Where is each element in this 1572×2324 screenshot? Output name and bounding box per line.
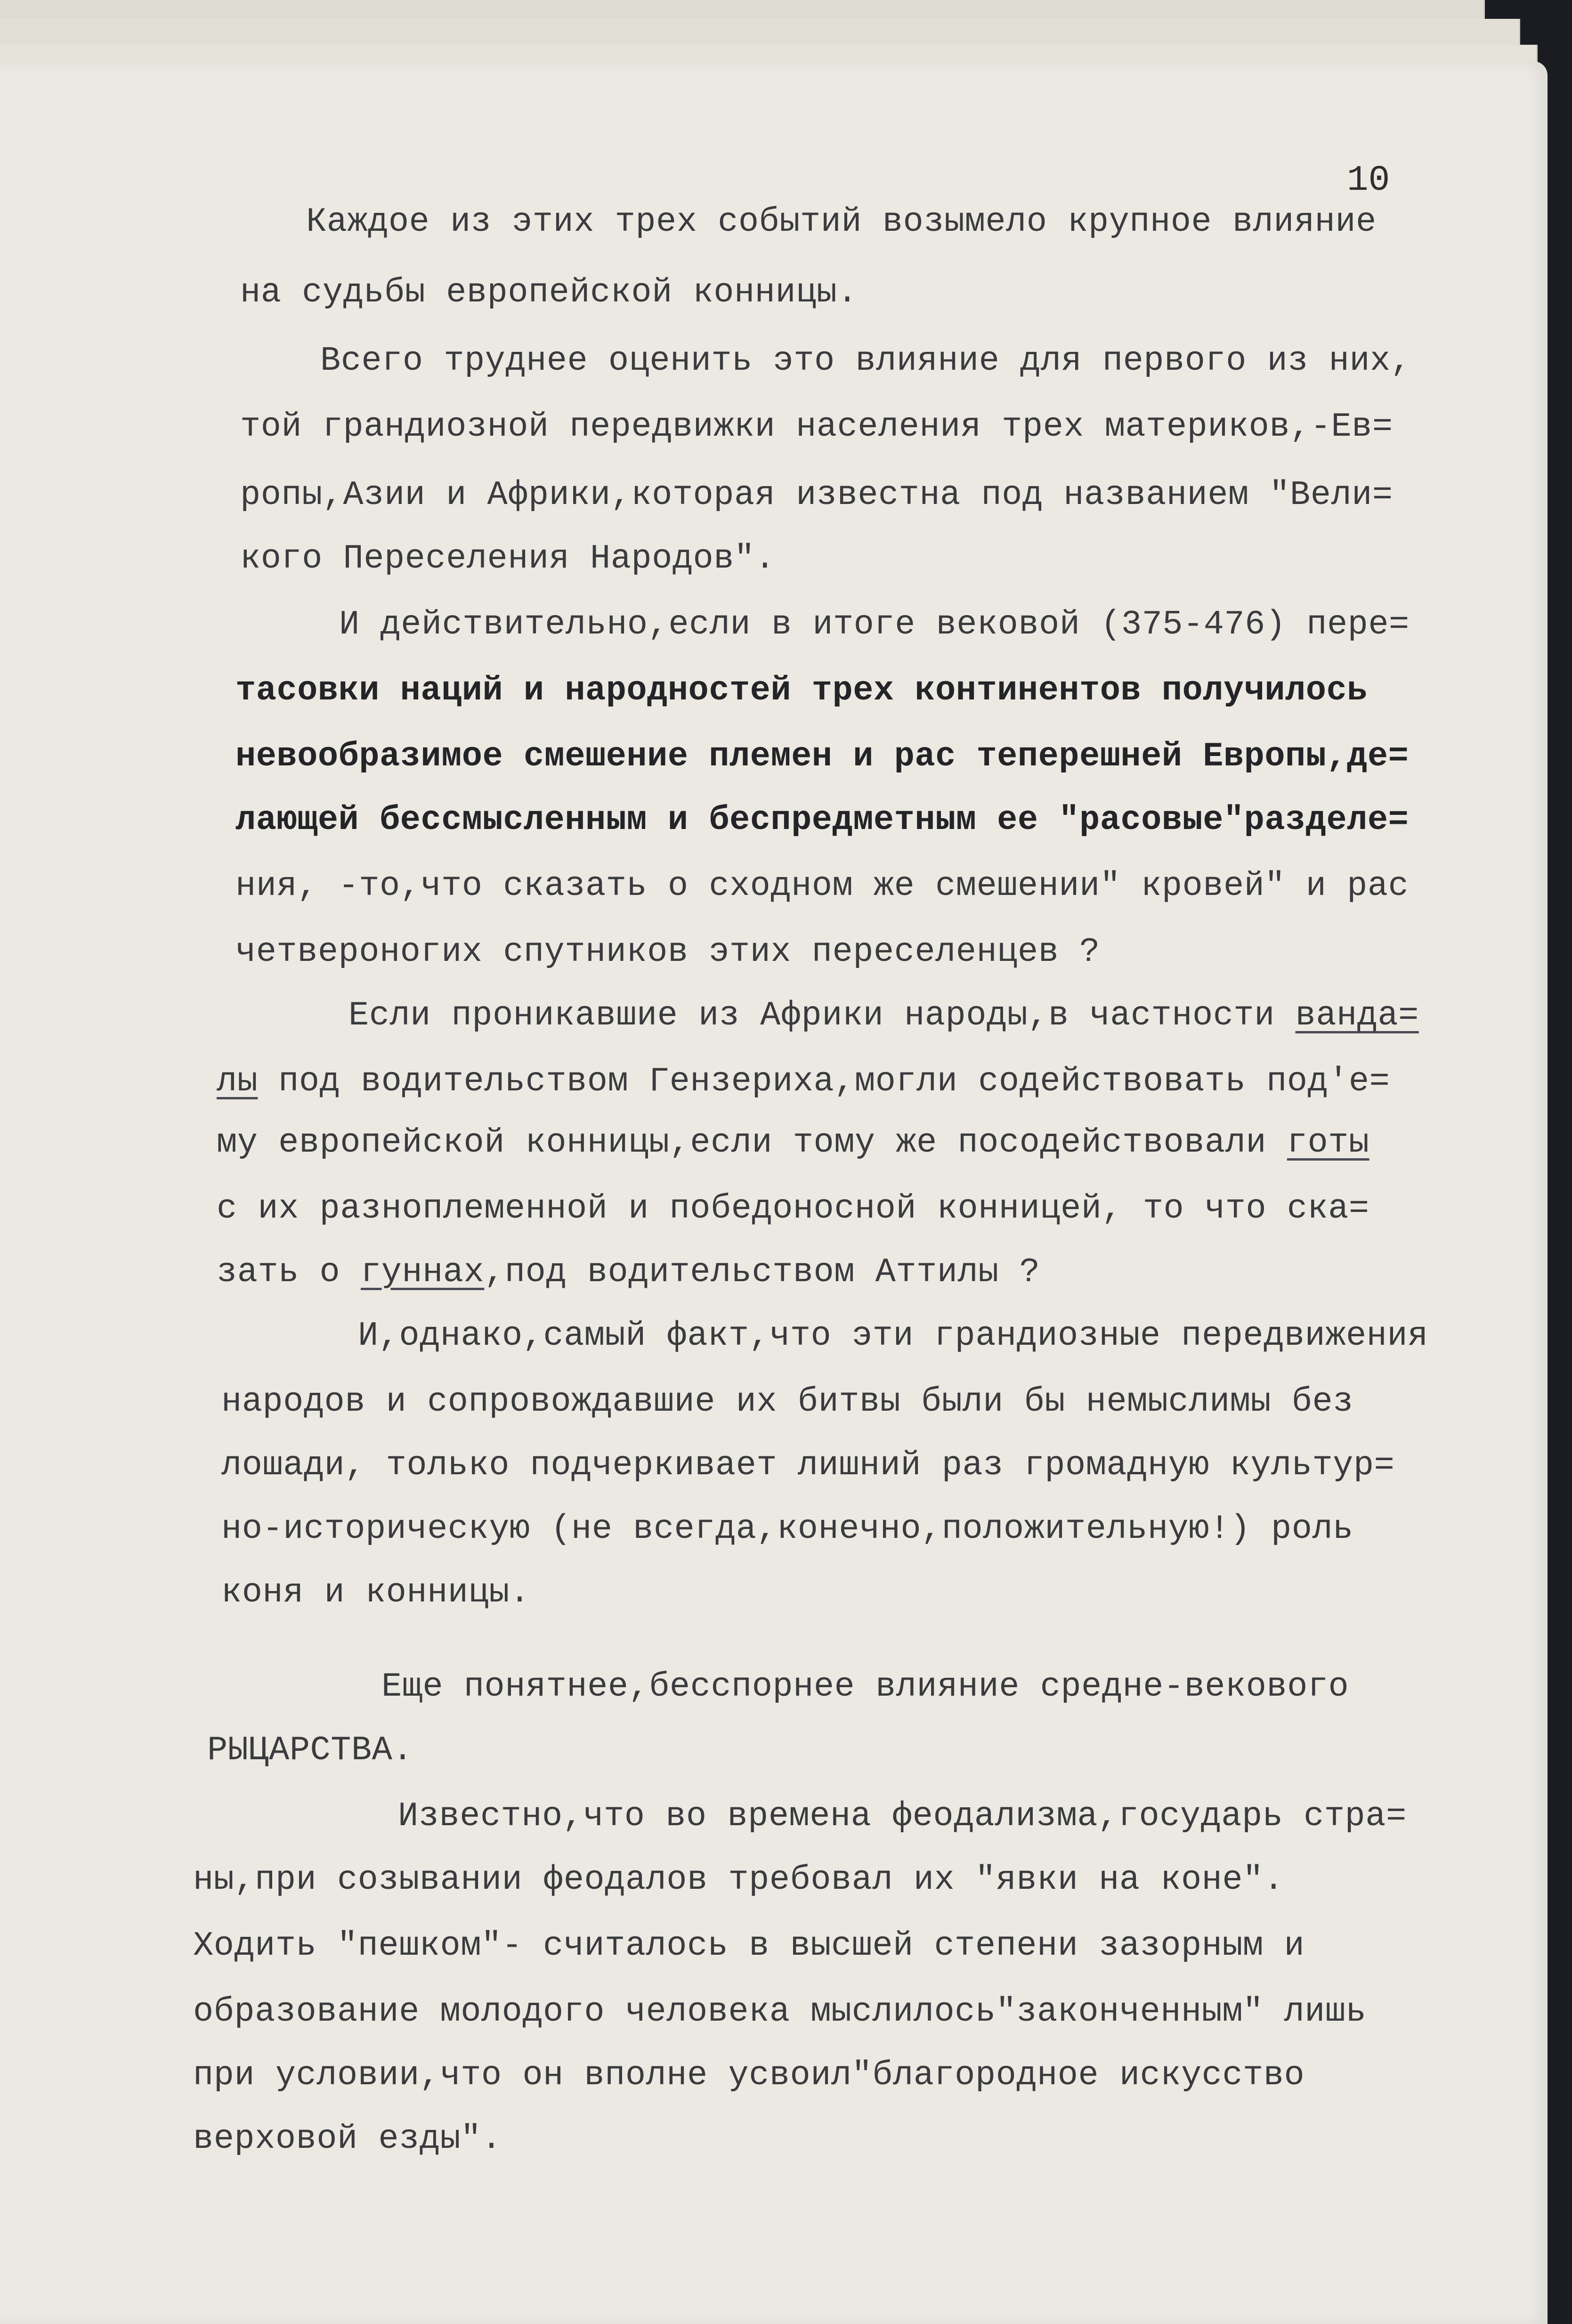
text-line: лающей бессмысленным и беспредметным ее "расовые"разделе=: [235, 801, 1409, 839]
text-line: образование молодого человека мыслилось"законченным" лишь: [193, 1992, 1367, 2031]
text-line: невообразимое смешение племен и рас теперешней Европы,де=: [235, 737, 1409, 776]
text-line: верховой езды".: [193, 2120, 502, 2158]
text-line: ны,при созывании феодалов требовал их "явки на коне".: [193, 1861, 1284, 1899]
underlined-word: ванда=: [1295, 996, 1419, 1035]
underlined-word: готы: [1287, 1123, 1369, 1162]
text-line: Если проникавшие из Африки народы,в частности ванда=: [348, 996, 1419, 1035]
text-line: кого Переселения Народов".: [240, 539, 776, 578]
text-line: но-историческую (не всегда,конечно,положительную!) роль: [221, 1510, 1353, 1548]
text-line: с их разноплеменной и победоносной конницей, то что ска=: [217, 1189, 1369, 1228]
text-line: лошади, только подчеркивает лишний раз громадную культур=: [221, 1446, 1395, 1485]
text-line: И,однако,самый факт,что эти грандиозные передвижения: [358, 1316, 1428, 1355]
text-line: ния, -то,что сказать о сходном же смешении" кровей" и рас: [235, 867, 1409, 905]
text-line: РЫЦАРСТВА.: [207, 1731, 413, 1770]
text-line: той грандиозной передвижки населения трех материков,-Ев=: [240, 407, 1393, 446]
text-line: Каждое из этих трех событий возымело крупное влияние: [306, 203, 1377, 241]
text-line: на судьбы европейской конницы.: [240, 273, 858, 312]
text-line: му европейской конницы,если тому же посодействовали готы: [217, 1123, 1369, 1162]
text-line: ропы,Азии и Африки,которая известна под названием "Вели=: [240, 476, 1393, 514]
text-line: четвероногих спутников этих переселенцев ?: [235, 933, 1100, 971]
text-line: Ходить "пешком"- считалось в высшей степени зазорным и: [193, 1926, 1305, 1965]
underlined-word: лы: [217, 1062, 258, 1101]
text-line: при условии,что он вполне усвоил"благородное искусство: [193, 2056, 1305, 2095]
text-line: тасовки наций и народностей трех континентов получилось: [235, 671, 1368, 710]
underlined-word: гуннах: [360, 1253, 485, 1292]
page-number: 10: [1347, 160, 1390, 201]
text-line: Известно,что во времена феодализма,государь стра=: [398, 1797, 1407, 1836]
text-line: народов и сопровождавшие их битвы были бы немыслимы без: [221, 1382, 1353, 1421]
text-line: зать о гуннах,под водительством Аттилы ?: [217, 1253, 1040, 1292]
text-line: И действительно,если в итоге вековой (375-476) пере=: [339, 605, 1410, 644]
text-line: коня и конницы.: [221, 1573, 530, 1612]
text-line: Еще понятнее,бесспорнее влияние средне-векового: [381, 1667, 1349, 1706]
text-line: Всего труднее оценить это влияние для первого из них,: [320, 341, 1411, 380]
text-line: лы под водительством Гензериха,могли содействовать под'е=: [217, 1062, 1390, 1101]
